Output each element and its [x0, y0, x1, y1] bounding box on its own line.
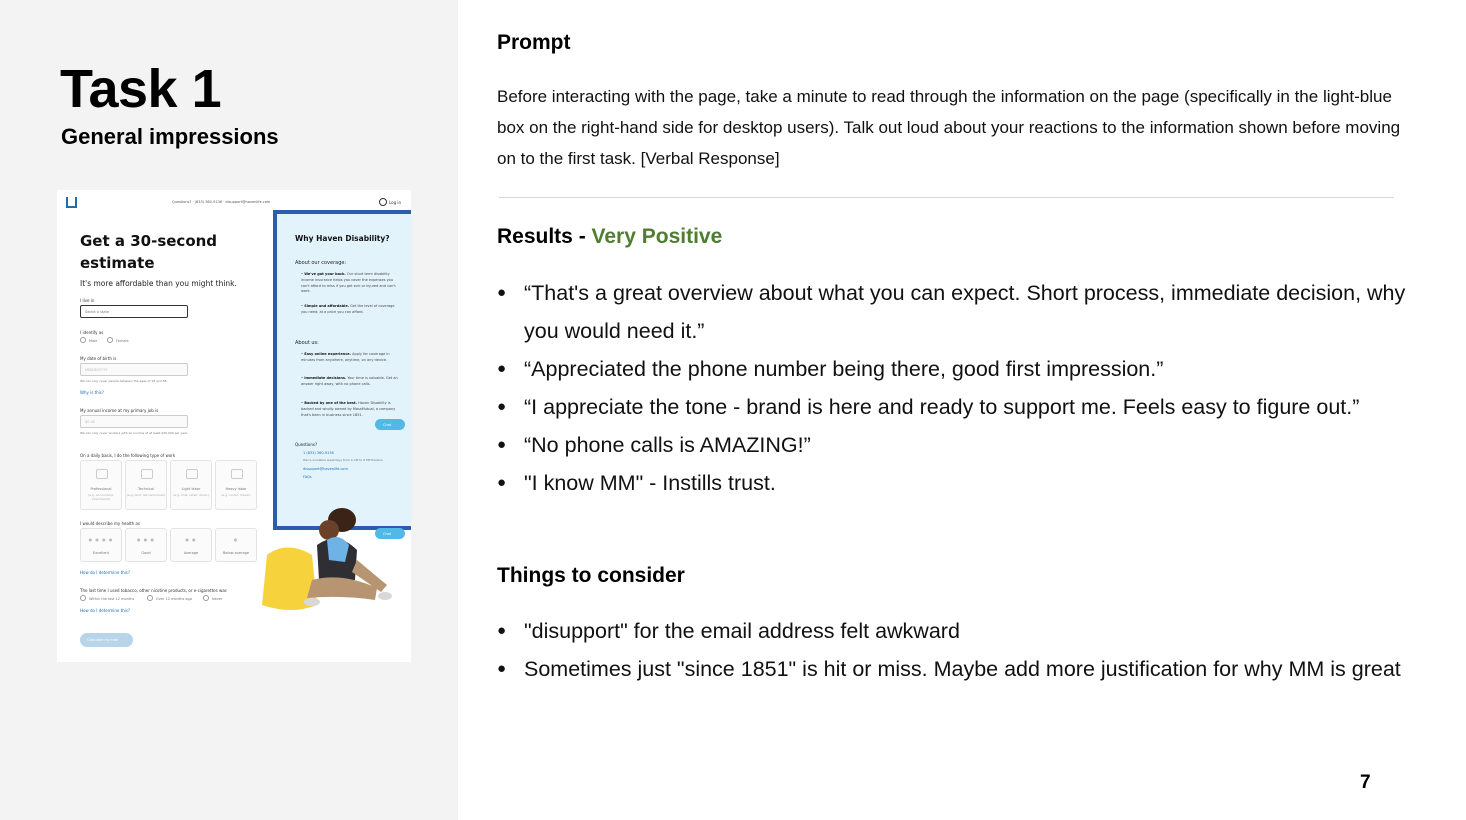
chat-label: Chat	[383, 423, 392, 427]
tobacco-option: Within the last 12 months	[89, 597, 135, 601]
radio-female	[107, 337, 113, 343]
coverage-item: • Simple and affordable. Get the level of coverage you need, at a price you can afford.	[301, 304, 395, 314]
nav-contact: Questions? · (833) 360-9136 · disupport@havenlife.com	[172, 200, 271, 204]
health-dots: ● ●	[185, 537, 197, 542]
calculate-button-label: Calculate my rate	[87, 638, 119, 642]
list-item: ● Sometimes just "since 1851" is hit or miss. Maybe add more justification for why MM is great	[497, 650, 1427, 688]
work-card-sub: (e.g. pilot, lab technician)	[126, 493, 166, 497]
work-card-sub: (e.g. roofer, mover)	[221, 493, 251, 497]
radio-female-label: Female	[116, 339, 129, 343]
pen-icon	[141, 469, 153, 479]
email-link: disupport@havenlife.com	[303, 467, 348, 471]
work-card-sub: (e.g. chef, retail, driver)	[173, 493, 209, 497]
page-number: 7	[1360, 772, 1371, 793]
radio-tobacco	[203, 595, 209, 601]
task-title: Task 1	[60, 59, 222, 119]
health-card-label: Good	[141, 551, 151, 555]
health-dots: ● ● ●	[136, 537, 155, 542]
list-item: ● “That's a great overview about what you can expect. Short process, immediate decision, why you would need it.”	[497, 274, 1427, 350]
considerations-list	[497, 612, 1427, 688]
phone-link: 1 (833) 360-9136	[303, 451, 334, 455]
work-card-label: Professional	[90, 487, 112, 491]
list-item: ● "I know MM" - Instills trust.	[497, 464, 1427, 502]
phone-hours: We're available weekdays from 9 AM to 6 PM Eastern	[303, 458, 383, 462]
radio-male-label: Male	[89, 339, 98, 343]
income-input	[80, 415, 188, 428]
work-card	[215, 460, 257, 510]
dob-label: My date of birth is	[80, 356, 117, 361]
health-dots: ● ● ● ●	[88, 537, 114, 542]
radio-male	[80, 337, 86, 343]
health-card	[215, 528, 257, 562]
income-placeholder: $0.00	[85, 420, 96, 424]
state-placeholder: Select a state	[85, 310, 110, 314]
why-haven-highlight-box	[273, 210, 411, 530]
briefcase-icon	[96, 469, 108, 479]
considerations-heading: Things to consider	[497, 564, 685, 587]
coverage-item: • We've got your back. Our short term disability income insurance helps you cover the expenses you can't afford to miss if you get sick or injured and can't work.	[301, 272, 396, 294]
work-card-label: Heavy labor	[225, 487, 247, 491]
list-item: ● “Appreciated the phone number being there, good first impression.”	[497, 350, 1427, 388]
website-screenshot	[57, 190, 411, 662]
income-label: My annual income at my primary job is	[80, 408, 159, 413]
results-quotes-list	[497, 274, 1427, 502]
user-icon	[379, 198, 387, 206]
dob-placeholder: MM/DD/YYYY	[85, 368, 108, 372]
wrench-icon	[231, 469, 243, 479]
chat-label: Chat	[383, 532, 392, 536]
about-item: • Backed by one of the best. Haven Disability is backed and wholly owned by MassMutual, a company that's been in business since 1851.	[301, 401, 396, 417]
left-panel	[0, 0, 458, 820]
why-link: Why is this?	[80, 390, 105, 395]
work-card	[125, 460, 167, 510]
health-card-label: Below average	[223, 551, 249, 555]
contact-heading: Questions?	[295, 442, 318, 447]
haven-logo-icon	[66, 197, 77, 208]
family-illustration	[257, 500, 407, 620]
results-heading-prefix: Results -	[497, 225, 592, 248]
faqs-link: FAQs	[303, 475, 312, 479]
about-heading: About us:	[295, 340, 319, 346]
radio-tobacco	[80, 595, 86, 601]
tobacco-option: Over 12 months ago	[156, 597, 192, 601]
work-card-sub: (e.g. accountant, pharmacist)	[88, 493, 114, 501]
list-item: ● “No phone calls is AMAZING!”	[497, 426, 1427, 464]
work-label: On a daily basis, I do the following type of work	[80, 453, 176, 458]
dob-hint: We can only cover people between the ages of 18 and 58.	[80, 379, 168, 383]
prompt-text: Before interacting with the page, take a minute to read through the information on the page (specifically in the light-blue box on the right-hand side for desktop users). Talk out loud about your reactions to the information shown before moving on to the first task. [Verbal Response]	[497, 87, 1401, 168]
section-divider	[499, 197, 1394, 198]
health-card-label: Excellent	[93, 551, 109, 555]
estimate-subheading: It's more affordable than you might think.	[80, 279, 237, 288]
health-card	[170, 528, 212, 562]
health-card	[80, 528, 122, 562]
tobacco-label: The last time I used tobacco, other nicotine products, or e-cigarettes was	[80, 588, 227, 593]
car-icon	[186, 469, 198, 479]
coverage-heading: About our coverage:	[295, 260, 347, 266]
work-card	[170, 460, 212, 510]
results-heading	[497, 225, 722, 249]
list-item: ● "disupport" for the email address felt awkward	[497, 612, 1427, 650]
estimate-heading: Get a 30-second estimate	[80, 232, 218, 272]
tobacco-option: Never	[212, 597, 223, 601]
determine-link: How do I determine this?	[80, 608, 131, 613]
about-item: • Easy online experience. Apply for coverage in minutes from anywhere, anytime, on any device.	[301, 352, 390, 362]
health-dots: ●	[233, 537, 239, 542]
task-subtitle: General impressions	[61, 124, 279, 149]
list-item: ● “I appreciate the tone - brand is here and ready to support me. Feels easy to figure out.”	[497, 388, 1427, 426]
state-label: I live in	[80, 298, 95, 303]
work-card	[80, 460, 122, 510]
results-rating: Very Positive	[591, 225, 723, 248]
work-card-label: Technical	[137, 487, 155, 491]
why-haven-title: Why Haven Disability?	[295, 234, 390, 243]
health-card	[125, 528, 167, 562]
health-label: I would describe my health as	[80, 521, 140, 526]
identify-label: I identify as	[80, 330, 104, 335]
radio-tobacco	[147, 595, 153, 601]
about-item: • Immediate decisions. Your time is valuable. Get an answer right away, with no phone calls.	[301, 376, 398, 386]
work-card-label: Light labor	[181, 487, 201, 491]
determine-link: How do I determine this?	[80, 570, 131, 575]
prompt-heading: Prompt	[497, 31, 571, 54]
login-link: Log in	[389, 200, 402, 205]
health-card-label: Average	[183, 551, 199, 555]
income-hint: We can only cover workers with an income of at least $30,000 per year.	[80, 431, 188, 435]
